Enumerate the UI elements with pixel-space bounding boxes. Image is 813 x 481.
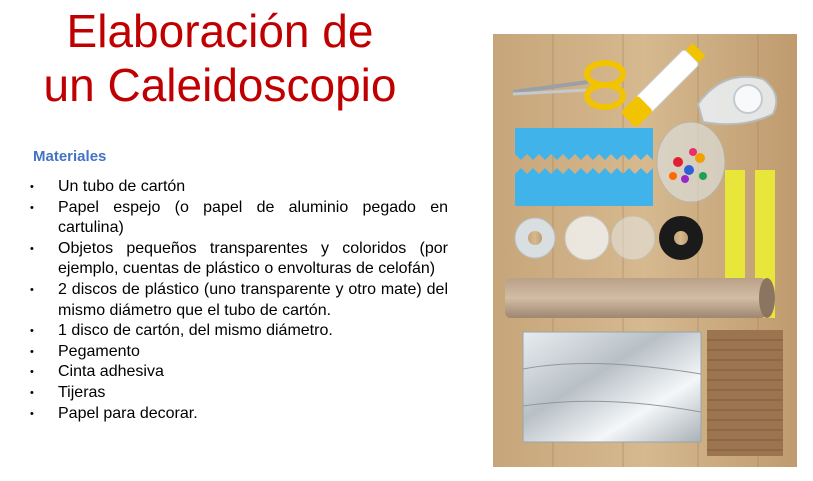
bullet-icon: • <box>30 407 34 420</box>
cardboard-tube <box>505 278 775 318</box>
list-item: • Papel espejo (o papel de aluminio pegado en cartulina) <box>30 198 448 237</box>
bullet-icon: • <box>30 386 34 399</box>
bullet-icon: • <box>30 325 34 338</box>
list-item: • 1 disco de cartón, del mismo diámetro. <box>30 321 448 342</box>
list-item: • 2 discos de plástico (uno transparente y otro mate) del mismo diámetro que el tubo de cartón. <box>30 280 448 319</box>
list-item: • Papel para decorar. <box>30 404 448 425</box>
title-line-2: un Caleidoscopio <box>43 59 397 111</box>
bullet-icon: • <box>30 201 34 214</box>
foil-paper <box>523 332 701 442</box>
corrugated-cardboard <box>707 330 783 456</box>
beads-glass <box>657 122 725 202</box>
page-title <box>0 4 440 112</box>
materials-photo-illustration <box>493 34 797 467</box>
bullet-icon: • <box>30 283 34 296</box>
bullet-icon: • <box>30 366 34 379</box>
list-item: • Cinta adhesiva <box>30 362 448 383</box>
materials-heading: Materiales <box>33 148 107 165</box>
bullet-icon: • <box>30 345 34 358</box>
list-item: • Tijeras <box>30 383 448 404</box>
list-item: • Un tubo de cartón <box>30 177 448 198</box>
bullet-icon: • <box>30 242 34 255</box>
materials-photo <box>493 34 797 467</box>
materials-list <box>30 177 448 424</box>
bullet-icon: • <box>30 181 34 193</box>
title-line-1: Elaboración de <box>66 5 374 57</box>
list-item: • Pegamento <box>30 342 448 363</box>
list-item: • Objetos pequeños transparentes y coloridos (por ejemplo, cuentas de plástico o envolturas de celofán) <box>30 239 448 278</box>
